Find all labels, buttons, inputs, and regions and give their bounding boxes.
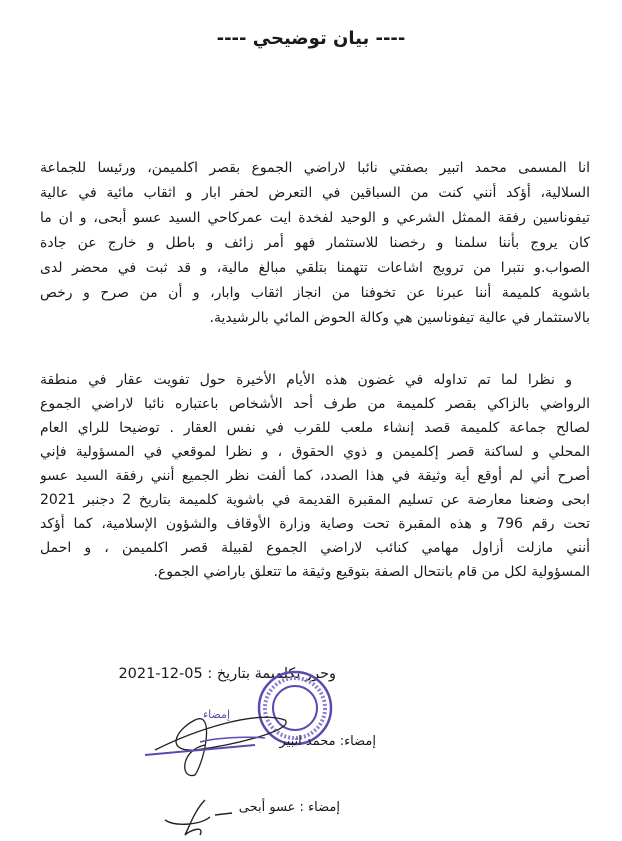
text-line: الصواب.و نتبرا من ترويج اشاعات تتهمنا بتلقي مبالغ مالية، و قد ثبت في محضر لدى (40, 260, 590, 276)
text-line: بالاستثمار في عالية تيفوناسين هي وكالة الحوض المائي بالرشيدية. (209, 310, 590, 326)
paragraph-2 (40, 368, 590, 584)
text-line: و نظرا لما تم تداوله في غضون هذه الأيام الأخيرة حول تفويت عقار في منطقة (40, 372, 572, 388)
text-line: أنني مازلت أزاول مهامي كنائب لاراضي الجموع لقبيلة قصر اكلميمن ، و احمل (40, 540, 590, 556)
paragraph-1 (40, 156, 590, 331)
text-line: انا المسمى محمد اتبير بصفتي نائبا لاراضي الجموع بقصر اكلميمن، ورئيسا للجماعة (40, 160, 590, 176)
text-line: المسؤولية لكل من قام بانتحال الصفة بتوقيع وثيقة ما تتعلق باراضي الجموع. (153, 564, 590, 580)
signature-2-label: إمضاء : عسو أبحى (238, 800, 340, 815)
text-line: أصرح أني لم أوقع أية وثيقة في هذا الصدد، كما ألفت نظر الجميع أنني رفقة السيد عسو (40, 468, 590, 484)
date-line: وحرر بكلميمة بتاريخ : 05-12-2021 (118, 666, 336, 682)
text-line: تحت رقم 796 و هذه المقبرة تحت وصاية وزارة الأوقاف والشؤون الإسلامية، كما أؤكد (40, 516, 590, 532)
text-line: كان يروج بأننا سلمنا و رخصنا للاستثمار فهو أمر زائف و باطل و خارج عن جادة (40, 235, 590, 251)
text-line: الرواضي بالزاكي بقصر كلميمة من طرف أحد الأشخاص باعتباره نائبا لاراضي الجموع (40, 396, 590, 412)
text-line: باشوية كلميمة أننا عبرنا عن تخوفنا من انجاز اثقاب وابار، و أن من صرح و رخص (40, 285, 590, 301)
stamp-handwritten: إمضاء (202, 708, 230, 721)
text-line: المحلي و لساكنة قصر إكلميمن و ذوي الحقوق ، و نظرا لموقعي في المسؤولية فإني (40, 444, 590, 460)
text-line: السلالية، أؤكد أنني كنت من السباقين في التعرض لحفر ابار و اثقاب مائية في عالية (40, 185, 590, 201)
text-line: لصالح جماعة كلميمة قصد إنشاء ملعب للقرب في نفس العقار . توضيحا للراي العام (40, 420, 590, 436)
text-line: تيفوناسين رفقة الممثل الشرعي و الوحيد لفخدة ايت عمركاحي السيد عسو أبحى، و ان ما (40, 210, 590, 226)
document-title: ---- بيان توضيحي ---- (216, 28, 406, 49)
text-line: ابحى وضعنا معارضة عن تسليم المقبرة القديمة في باشوية كلميمة بتاريخ 2 دجنبر 2021 (40, 492, 590, 508)
signature-1-label: إمضاء: محمد اتبير (279, 734, 376, 749)
